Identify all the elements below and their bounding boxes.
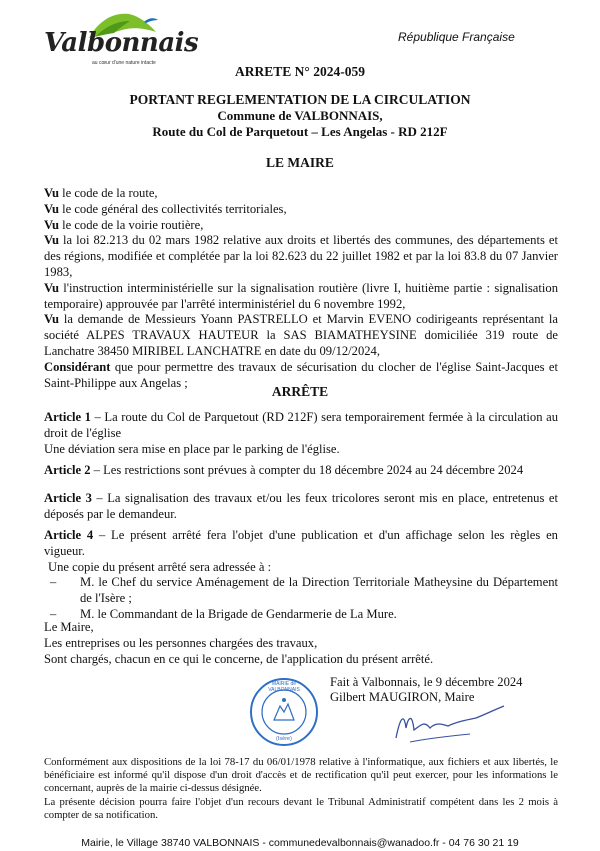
- recipient-item: – M. le Chef du service Aménagement de la Direction Territoriale Matheysine du Département de l'Isère ;: [44, 575, 558, 607]
- considerations: [44, 186, 558, 391]
- logo-tagline: au cœur d'une nature intacte: [92, 60, 156, 66]
- republic-label: République Française: [398, 30, 515, 44]
- logo-text: Valbonnais: [44, 28, 199, 58]
- consideration-item: Vu la loi 82.213 du 02 mars 1982 relative aux droits et libertés des communes, des départements et des régions, modifiée et complétée par la loi 82.623 du 22 juillet 1982 et par la loi 83.8 du 07 Janvier 1983,: [44, 233, 558, 279]
- data-protection-notice: Conformément aux dispositions de la loi 78-17 du 06/01/1978 relative à l'informatique, aux fichiers et aux libertés, le bénéficiaire est informé qu'il dispose d'un droit d'accès et de rectification qu'il peut exercer, pour les informations le concernant, auprès de la mairie ci-dessus désignée.: [44, 756, 558, 795]
- closing-block: Le Maire, Les entreprises ou les personnes chargées des travaux, Sont chargés, chacun en ce qui le concerne, de l'application du présent arrêté.: [44, 620, 434, 666]
- stamp-top-text: MAIRIE de VALBONNAIS: [268, 681, 300, 693]
- consideration-item: Vu l'instruction interministérielle sur la signalisation routière (livre I, huitième partie : signalisation temporaire) approuvée par l'arrêté interministériel du 6 novembre 1992,: [44, 280, 558, 311]
- signature-scribble-icon: [390, 698, 510, 748]
- article-label: Article 4: [44, 528, 94, 542]
- footer-contact: Mairie, le Village 38740 VALBONNAIS - communedevalbonnais@wanadoo.fr - 04 76 30 21 19: [81, 837, 519, 849]
- decree-commune: Commune de VALBONNAIS,: [217, 108, 383, 123]
- decision-heading: ARRÊTE: [271, 384, 329, 399]
- consideration-item: Vu le code général des collectivités territoriales,: [44, 201, 287, 216]
- decree-number: ARRETE N° 2024-059: [235, 64, 365, 79]
- article-4: Article 4 – Le présent arrêté fera l'objet d'une publication et d'un affichage selon les règles en vigueur. Une copie du présent arrêté sera adressée à : – M. le Chef du service Aménagement de la Direction Territoriale Matheysine du Département de l'Isère ; – M. le Commandant de la Brigade de Gendarmerie de La Mure.: [44, 528, 558, 623]
- mairie-stamp: [248, 676, 320, 748]
- signatory-name: Gilbert MAUGIRON, Maire: [330, 690, 475, 704]
- legal-notice: [44, 756, 558, 822]
- decree-subject: PORTANT REGLEMENTATION DE LA CIRCULATION: [129, 92, 471, 107]
- recipient-list: [44, 575, 558, 622]
- appeal-notice: La présente décision pourra faire l'objet d'un recours devant le Tribunal Administratif compétent dans les 2 mois à compter de sa notification.: [44, 795, 558, 821]
- article-1: Article 1 – La route du Col de Parquetout (RD 212F) sera temporairement fermée à la circulation au droit de l'église Une déviation sera mise en place par le parking de l'église.: [44, 410, 558, 456]
- recipient-item: – M. le Commandant de la Brigade de Gendarmerie de La Mure.: [44, 607, 558, 623]
- consideration-item: Vu le code de la voirie routière,: [44, 217, 204, 232]
- decree-road: Route du Col de Parquetout – Les Angelas - RD 212F: [152, 124, 448, 139]
- article-label: Article 1: [44, 410, 91, 424]
- article-3: Article 3 – La signalisation des travaux et/ou les feux tricolores seront mis en place, entretenus et déposés par le demandeur.: [44, 491, 558, 521]
- signature-place-date: Fait à Valbonnais, le 9 décembre 2024: [330, 675, 523, 689]
- valbonnais-logo: [44, 8, 199, 68]
- stamp-bottom-text: (Isère): [276, 736, 292, 742]
- authority-heading: LE MAIRE: [266, 155, 334, 170]
- handwritten-signature: [390, 698, 510, 748]
- article-label: Article 2: [44, 463, 91, 477]
- consideration-item: Vu la demande de Messieurs Yoann PASTRELLO et Marvin EVENO codirigeants représentant la société ALPES TRAVAUX HAUTEUR la SAS BIAMATHEYSINE domiciliée 319 route de Lanchatre 38450 MIRIBEL LANCHATRE en date du 09/12/2024,: [44, 312, 558, 358]
- article-2: Article 2 – Les restrictions sont prévues à compter du 18 décembre 2024 au 24 décembre 2024: [44, 463, 524, 477]
- article-label: Article 3: [44, 491, 92, 505]
- consideration-item: Considérant que pour permettre des travaux de sécurisation du clocher de l'église Saint-Jacques et Saint-Philippe aux Angelas ;: [44, 359, 558, 390]
- consideration-item: Vu le code de la route,: [44, 186, 158, 200]
